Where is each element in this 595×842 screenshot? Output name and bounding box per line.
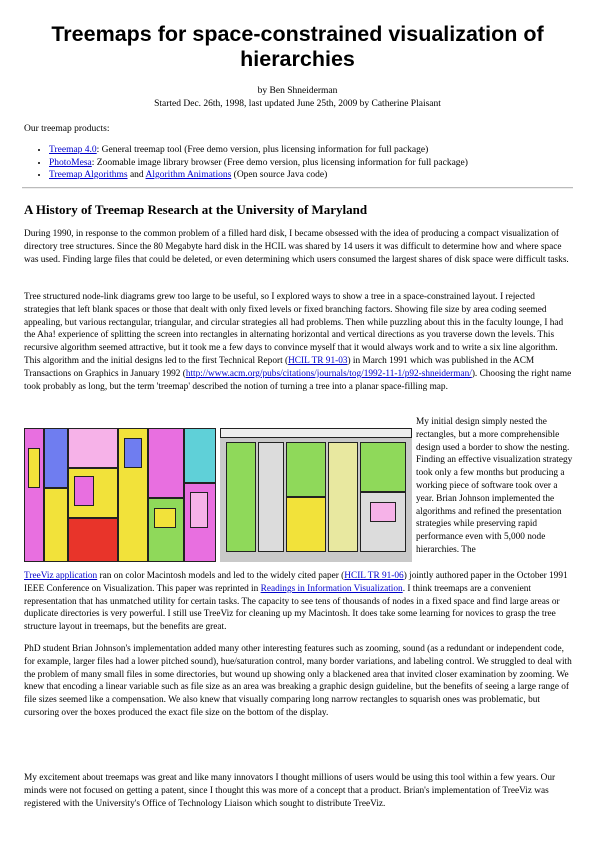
readings-link[interactable]: Readings in Information Visualization [260,583,403,594]
side-paragraph: My initial design simply nested the rectangles, but a more comprehensible design used a border to show the nesting. Finding an effective visualization strategy took only a few months but producing a working piece of software took over a year. Brian Johnson implemented the algorithms and refined the presentation strategies while preserving rapid performance even with 5,000 node hierarchies. The [416,417,573,555]
treemap-link[interactable]: Treemap 4.0 [49,145,97,155]
byline [0,85,595,111]
photomesa-link[interactable]: PhotoMesa [49,157,92,168]
treemap-image-2 [220,428,412,562]
item-text: and [127,170,146,180]
page-title: Treemaps for space-constrained visualization of hierarchies [51,22,544,71]
text-run: Tree structured node-link diagrams grew too large to be useful, so I explored ways to show a tree in a space-constrained layout. I rejected strategies that left blank spaces or those that dealt with only fixed levels or fixed branching factors. Showing file size by area coding seemed appealing, but various rectangular, triangular, and circular strategies all had problems. Then while puzzling about this in the faculty lounge, I had the Aha! experience of splitting the screen into rectangles in alternating horizontal and vertical directions as you traverse down the levels. This recursive algorithm seemed attractive, but it took me a few days to convince myself that it would always work and to write a six line algorithm. This algorithm and the initial designs led to the first Technical Report ( [24,292,564,366]
list-item [49,144,589,157]
text-run: ). Choosing the right name took probably as long, but the term 'treemap' described the notion of turning a tree into a planar space-filling map. [24,368,572,392]
products-list [24,144,589,182]
author-line: by Ben Shneiderman [257,86,338,96]
algorithm-animations-link[interactable]: Algorithm Animations [145,170,232,180]
paragraph-5: My excitement about treemaps was great and like many innovators I thought millions of users would be using this tool within a few years. Our minds were not focused on getting a patent, since I thought this was more of a concept that a product. Brian's implementation of TreeViz was registered with the University's Office of Technology Liaison which sought to distribute TreeViz. [24,773,556,809]
paragraph-1: During 1990, in response to the common problem of a filled hard disk, I became obsessed with the idea of producing a compact visualization of directory tree structures. Since the 80 Megabyte hard disk in the HCIL was shared by 14 users it was difficult to determine how and where space was used. Finding large files that could be deleted, or even determining which users consumed the largest shares of disk space were difficult tasks. [24,229,569,265]
item-text: : General treemap tool (Free demo version, plus licensing information for full package) [96,145,429,155]
acm-url-link[interactable]: http://www.acm.org/pubs/citations/journals/tog/1992-11-1/p92-shneiderman/ [185,368,472,379]
paragraph-3 [24,570,572,634]
paragraph-2 [24,291,572,393]
paragraph-4: PhD student Brian Johnson's implementation added many other interesting features such as zooming, sound (as a redundant or independent code, for example, larger files had a lower pitched sound), hue/saturation control, many border variations, and labeling control. We struggled to deal with the problem of many small files in some directories, but wound up showing only a blackened area that invited closer examination by zooming. We knew that encoding a linear variable such as file size as an area was breaking a graphic design guideline, but the benefits of seeing a large range of file sizes seemed like a compensation. We also knew that visually comparing long narrow rectangles to squarish ones was problematic, but cursoring over the boxes produced the exact file size on the bottom of the display. [24,644,572,718]
text-run: ) in March 1991 which was published in the ACM Transactions on Graphics in January 1992 ( [24,355,535,379]
products-label: Our treemap products: [24,124,110,134]
treemap-image-1 [24,428,216,562]
horizontal-rule [22,187,573,189]
treemap-algorithms-link[interactable]: Treemap Algorithms [49,170,128,180]
tr-91-06-link[interactable]: HCIL TR 91-06 [344,571,404,581]
section-heading: A History of Treemap Research at the University of Maryland [24,202,368,217]
item-text: (Open source Java code) [231,170,328,180]
treeviz-link[interactable]: TreeViz application [24,571,98,581]
dates-line: Started Dec. 26th, 1998, last updated June 25th, 2009 by Catherine Plaisant [154,99,441,109]
text-run: ran on color Macintosh models and led to the widely cited paper ( [97,571,345,581]
text-run: . I think treemaps are a convenient representation that has unmatched utility for certain tasks. The capacity to see tens of thousands of nodes in a fixed space and find large areas or duplicate directories is very powerful. I still use TreeViz for cleaning up my Macintosh. It does take some learning for novices to grasp the tree structure layout in treemaps, but the benefits are great. [24,583,560,633]
text-run: ) jointly authored paper in the October 1991 IEEE Conference on Visualization. This paper was reprinted in [24,571,568,594]
tr-91-03-link[interactable]: HCIL TR 91-03 [288,355,348,366]
list-item [49,157,589,170]
item-text: : Zoomable image library browser (Free demo version, plus licensing information for full package) [91,157,468,168]
list-item [49,169,589,182]
